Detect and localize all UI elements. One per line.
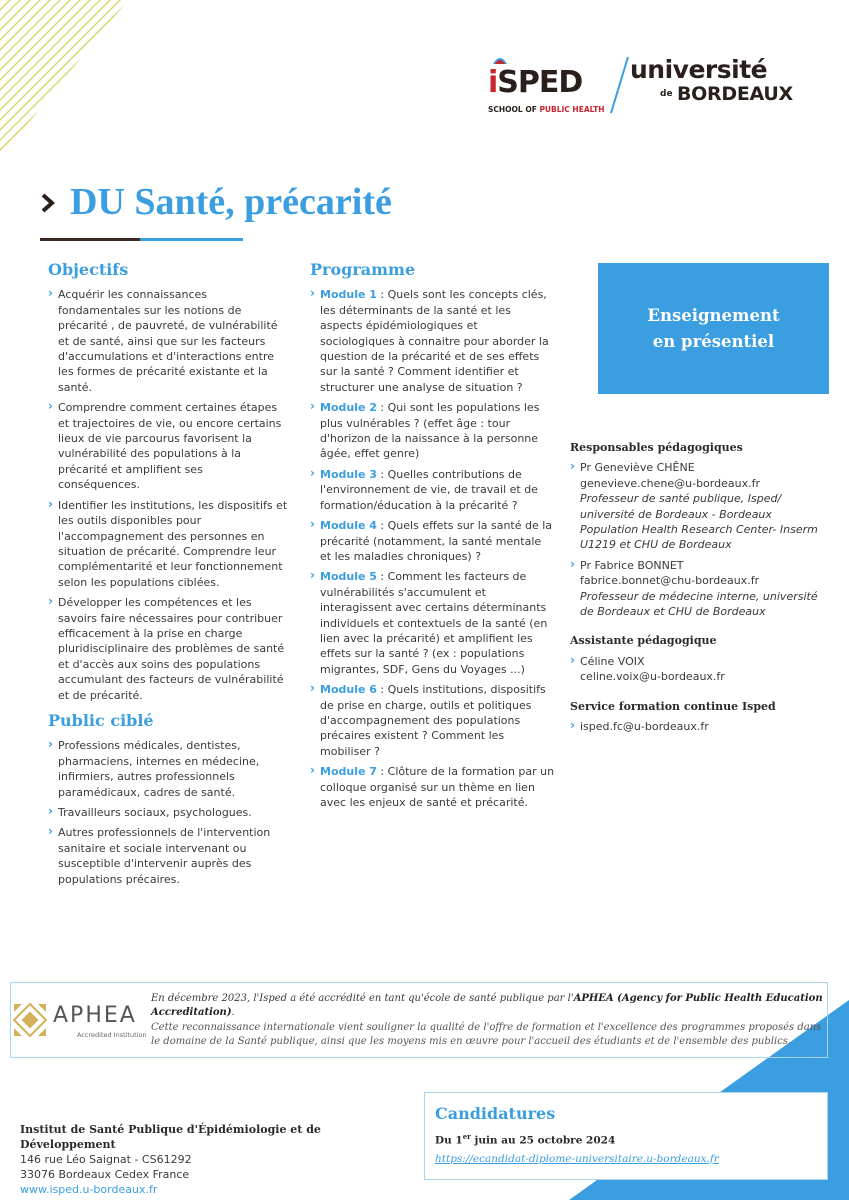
aphea-logo-sub: Accredited Institution — [77, 1031, 147, 1039]
objectifs-heading: Objectifs — [48, 260, 129, 279]
programme-heading: Programme — [310, 260, 416, 279]
aphea-logo — [11, 1001, 151, 1041]
public-item: › Autres professionnels de l'intervention sanitaire et sociale intervenant ou susceptible d'intervenir auprès des populations précaires. — [48, 825, 288, 887]
aphea-accreditation-box — [10, 982, 828, 1058]
isped-logo — [488, 63, 608, 115]
ub-logo-top: université — [630, 55, 768, 84]
module-label: Module 6 — [320, 683, 377, 697]
isped-logo-mark-icon — [492, 55, 508, 65]
module-item — [310, 569, 555, 677]
module-label: Module 1 — [320, 288, 377, 302]
universite-bordeaux-logo — [630, 55, 805, 115]
candidatures-heading: Candidatures — [435, 1104, 556, 1123]
aphea-text — [151, 992, 823, 1048]
ub-logo-bottom: BORDEAUX — [677, 83, 793, 105]
module-label: Module 4 — [320, 519, 377, 533]
title-underline — [40, 238, 243, 241]
person-name: Pr Fabrice BONNET — [580, 558, 684, 572]
institute-name: Institut de Santé Publique d'Épidémiologie et de Développement — [20, 1123, 321, 1151]
column-contacts — [570, 440, 830, 749]
module-text: : Qui sont les populations les plus vulnérables ? (effet âge : tour d'horizon de la naissance à la personne âgée, effet genre) — [320, 401, 540, 461]
logo-divider-slash — [608, 55, 630, 115]
corner-stripes-decoration — [0, 0, 130, 160]
candidatures-box — [424, 1092, 828, 1180]
service-heading: Service formation continue Isped — [570, 699, 776, 713]
public-item: › Travailleurs sociaux, psychologues. — [48, 805, 288, 820]
ub-logo-de: de — [660, 89, 673, 99]
public-item: › Professions médicales, dentistes, pharmaciens, internes en médecine, infirmiers, autres professionnels paramédicaux, cadres de santé. — [48, 738, 288, 800]
person-name: Céline VOIX — [580, 654, 645, 668]
responsable-person — [570, 460, 830, 552]
module-text: : Clôture de la formation par un colloque organisé sur un thème en lien avec les enjeux de santé et précarité. — [320, 765, 555, 809]
module-text: : Quelles contributions de l'environnement de vie, de travail et de formation/éducation à la précarité ? — [320, 467, 538, 512]
header-logos — [488, 55, 808, 115]
module-item — [310, 518, 555, 564]
enseignement-line1: Enseignement — [647, 306, 780, 325]
objectif-item: › Acquérir les connaissances fondamentales sur les notions de précarité , de pauvreté, de vulnérabilité et de santé, ainsi que sur les facteurs d'accumulations et d'interactions entre les formes de précarité existante et la santé. — [48, 287, 288, 395]
module-item — [310, 467, 555, 513]
objectif-item: › Comprendre comment certaines étapes et trajectoires de vie, ou encore certains lieux de vie parcourus favorisent la vulnérabilité des populations à la précarité et amplifient ses conséquences. — [48, 400, 288, 492]
column-objectifs-public — [48, 262, 288, 892]
service-contact — [570, 719, 830, 734]
assistante-person — [570, 654, 830, 685]
person-name: Pr Geneviève CHÊNE — [580, 461, 695, 475]
aphea-emblem-icon — [13, 1003, 47, 1037]
aphea-paragraph-1: En décembre 2023, l'Isped a été accrédité en tant qu'école de santé publique par l'APHEA (Agency for Public Health Education Accreditation). — [151, 993, 823, 1018]
address-line-2: 33076 Bordeaux Cedex France — [20, 1168, 190, 1181]
column-programme — [310, 262, 555, 815]
person-email[interactable]: celine.voix@u-bordeaux.fr — [580, 670, 725, 684]
objectif-item: › Identifier les institutions, les dispositifs et les outils disponibles pour l'accompagnement des personnes en situation de précarité. Comprendre leur complémentarité et leur fonctionnement selon les populations ciblées. — [48, 498, 288, 590]
service-email[interactable]: isped.fc@u-bordeaux.fr — [580, 720, 709, 734]
public-heading: Public ciblé — [48, 710, 154, 730]
person-email[interactable]: fabrice.bonnet@chu-bordeaux.fr — [580, 574, 760, 588]
candidatures-link[interactable]: https://ecandidat-diplome-universitaire.u-bordeaux.fr — [435, 1152, 719, 1165]
chevron-right-icon — [40, 192, 56, 214]
objectif-item: › Développer les compétences et les savoirs faire nécessaires pour contribuer efficacement à la prise en charge pluridisciplinaire des problèmes de santé et d'accès aux soins des populations accumulant des facteurs de vulnérabilité et de précarité. — [48, 595, 288, 703]
isped-wordmark: iSPED — [488, 65, 583, 100]
assistante-heading: Assistante pédagogique — [570, 634, 717, 648]
module-item — [310, 682, 555, 759]
candidatures-dates: Du 1er juin au 25 octobre 2024 — [435, 1132, 616, 1147]
service-block — [570, 699, 830, 735]
assistante-block — [570, 633, 830, 684]
module-label: Module 5 — [320, 570, 377, 584]
responsables-block — [570, 440, 830, 619]
module-item — [310, 400, 555, 462]
address-line-1: 146 rue Léo Saignat - CS61292 — [20, 1153, 192, 1166]
module-label: Module 3 — [320, 467, 377, 481]
isped-tagline: SCHOOL OF PUBLIC HEALTH — [488, 105, 605, 114]
module-label: Module 7 — [320, 765, 377, 779]
person-title: Professeur de médecine interne, université de Bordeaux et CHU de Bordeaux — [580, 589, 818, 619]
module-item — [310, 287, 555, 395]
aphea-wordmark: APHEA — [53, 1003, 137, 1028]
module-item — [310, 764, 555, 810]
person-title: Professeur de santé publique, Isped/ université de Bordeaux - Bordeaux Population Health Research Center- Inserm U1219 et CHU de Bordeaux — [580, 492, 818, 552]
module-text: : Comment les facteurs de vulnérabilités s'accumulent et interagissent avec certains déterminants individuels et contextuels de la santé (en lien avec la précarité) et amplifient les effets sur la santé ? (ex : populations migrantes, SDF, Gens du Voyages ...) — [320, 570, 548, 676]
responsables-heading: Responsables pédagogiques — [570, 441, 743, 454]
module-label: Module 2 — [320, 401, 377, 415]
enseignement-badge — [598, 263, 829, 394]
responsable-person — [570, 558, 830, 620]
page-title: DU Santé, précarité — [70, 181, 392, 223]
website-link[interactable]: www.isped.u-bordeaux.fr — [20, 1183, 158, 1196]
enseignement-line2: en présentiel — [652, 332, 775, 351]
module-text: : Quels effets sur la santé de la précarité (notamment, la santé mentale et les maladies chroniques) ? — [320, 519, 553, 563]
person-email[interactable]: genevieve.chene@u-bordeaux.fr — [580, 476, 760, 490]
aphea-paragraph-2: Cette reconnaissance internationale vient souligner la qualité de l'offre de formation et l'excellence des programmes proposés dans le domaine de la Santé publique, ainsi que les moyens mis en œuvre pour l'accueil des étudiants et de l'ensemble des publics. — [151, 1022, 822, 1047]
module-text: : Quels institutions, dispositifs de prise en charge, outils et politiques d'accompagnement des populations précaires existent ? Comment les mobiliser ? — [320, 683, 546, 758]
module-text: : Quels sont les concepts clés, les déterminants de la santé et les aspects épidémiologiques et sociologiques à connaitre pour aborder la question de la précarité et de ses effets sur la santé ? Comment identifier et structurer une analyse de situation ? — [320, 288, 549, 394]
footer-address — [20, 1122, 400, 1197]
